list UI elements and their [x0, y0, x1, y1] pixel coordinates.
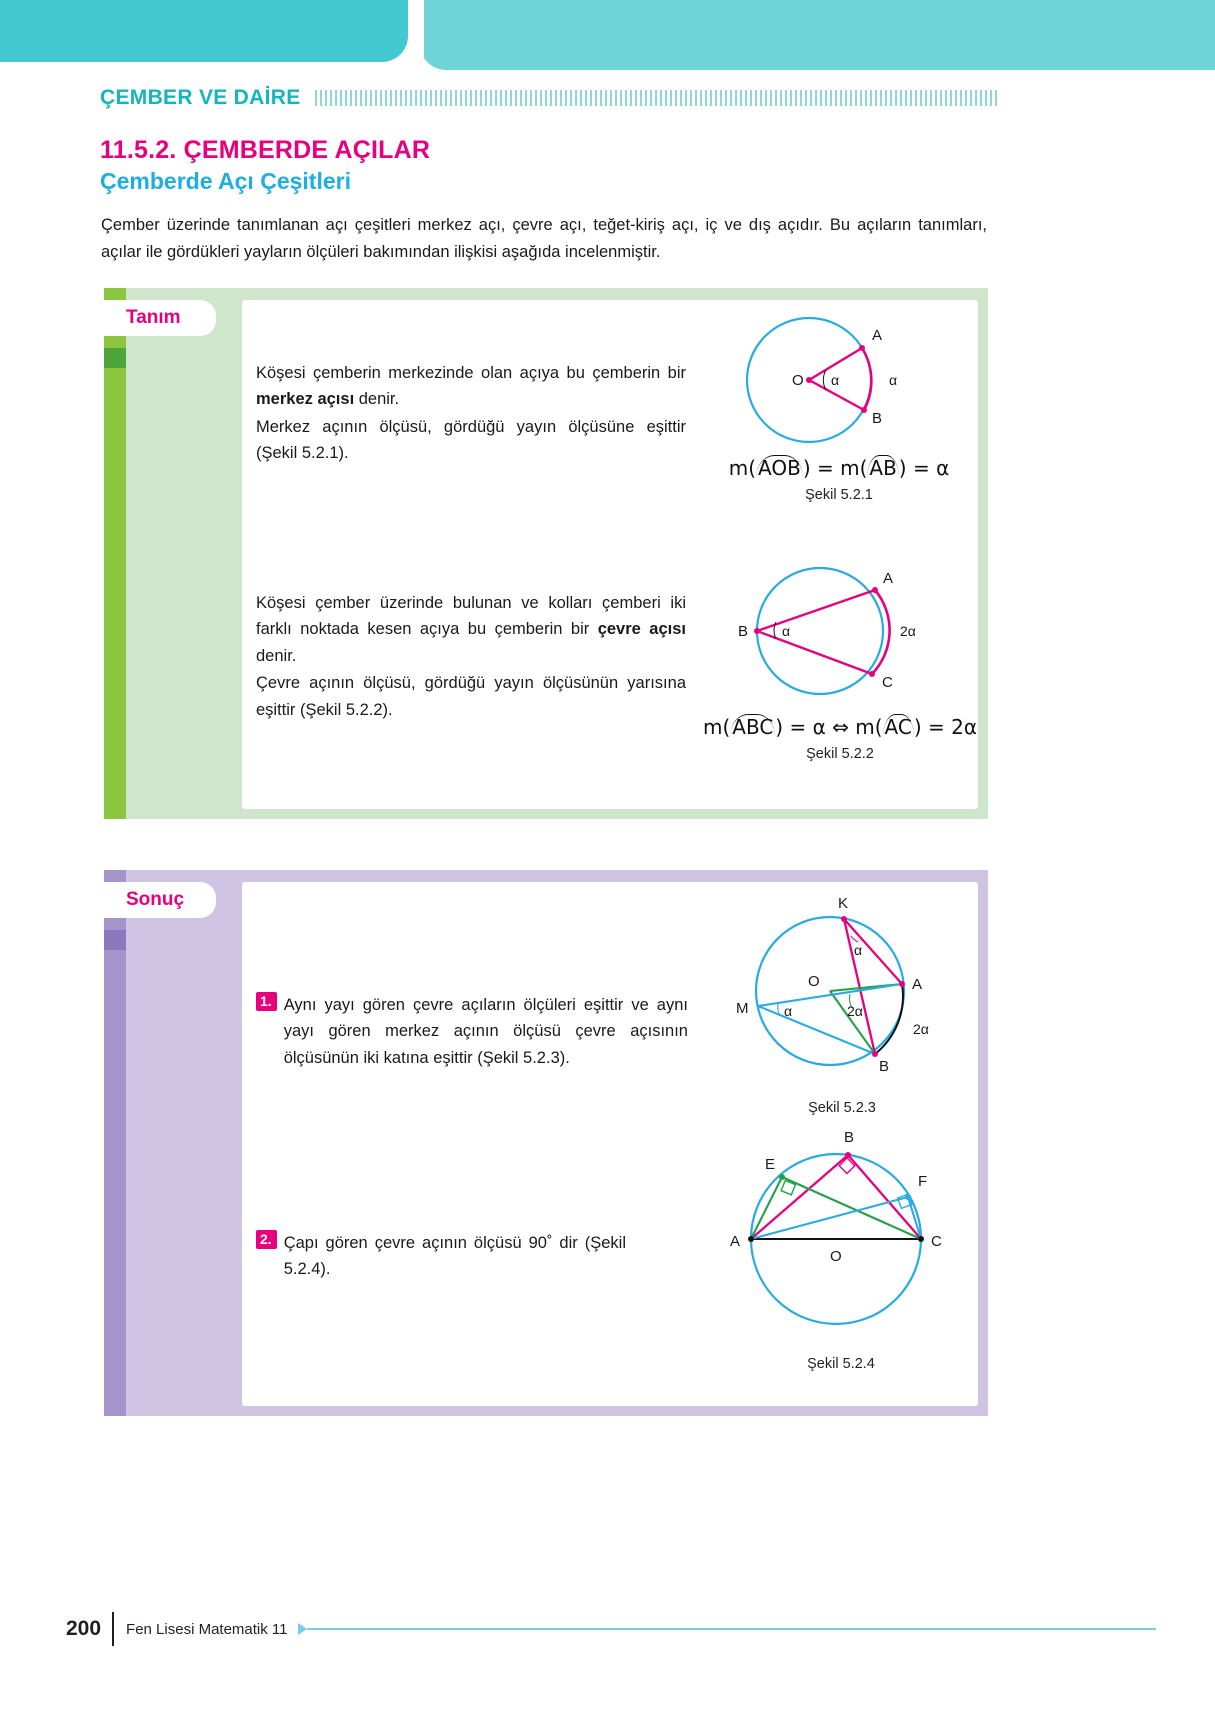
- definition-tab-label: Tanım: [126, 307, 181, 328]
- figure-5-2-1-label-O: O: [792, 372, 804, 389]
- result-panel-tab: [104, 882, 216, 918]
- figure-5-2-1-caption: Şekil 5.2.1: [805, 487, 873, 503]
- result-1-text: Aynı yayı gören çevre açıların ölçüleri eşittir ve aynı yayı gören merkez açının ölçüsü çevre açısının ölçüsünün iki katına eşittir (Şekil 5.2.3).: [283, 996, 688, 1067]
- figure-5-2-1-label-B: B: [872, 410, 883, 427]
- figure-5-2-3-label-O: O: [808, 973, 820, 990]
- definition-panel-tab: [104, 300, 216, 336]
- figure-5-2-2-circle: [757, 568, 883, 694]
- figure-5-2-1-angle-inner: α: [831, 372, 840, 388]
- definition-panel-notch: [104, 348, 126, 368]
- figure-5-2-3-angle-O: 2α: [847, 1003, 863, 1019]
- page-title: 11.5.2. ÇEMBERDE AÇILAR: [100, 136, 431, 164]
- intro-paragraph: Çember üzerinde tanımlanan açı çeşitleri merkez açı, çevre açı, teğet-kiriş açı, iç ve dış açıdır. Bu açıların tanımları, açılar ile gördükleri yayların ölçüleri bakımından ilişkisi aşağıda incelenmiştir.: [101, 216, 987, 261]
- figure-5-2-1-angle-outer: α: [889, 372, 898, 388]
- result-panel-spine: [104, 870, 126, 1416]
- page-number: 200: [66, 1617, 102, 1640]
- figure-5-2-3-label-B: B: [879, 1058, 890, 1075]
- top-left-corner-block: [0, 0, 408, 62]
- result-item-2: [256, 1230, 626, 1283]
- figure-5-2-4-label-C: C: [931, 1233, 942, 1250]
- figure-5-2-2-caption: Şekil 5.2.2: [806, 746, 874, 762]
- figure-5-2-1-formula: m( AOB ) = m( AB ) = α: [728, 456, 950, 480]
- figure-5-2-3-caption: Şekil 5.2.3: [808, 1100, 876, 1116]
- footer-rule: [307, 1628, 1156, 1630]
- figure-5-2-2-arc-label: 2α: [900, 623, 916, 639]
- figure-5-2-2-formula: m( ABC ) = α ⇔ m( AC ) = 2α: [702, 715, 977, 739]
- definition-2-line2: Çevre açının ölçüsü, gördüğü yayın ölçüsünün yarısına eşittir (Şekil 5.2.2).: [256, 674, 686, 719]
- figure-5-2-1-label-A: A: [872, 327, 883, 344]
- figure-5-2-3-angle-M: α: [784, 1003, 793, 1019]
- figure-5-2-2-label-A: A: [883, 570, 894, 587]
- figure-5-2-4-label-E: E: [765, 1156, 776, 1173]
- result-panel: [104, 870, 988, 1416]
- result-tab-label: Sonuç: [126, 889, 185, 910]
- figure-5-2-4-caption: Şekil 5.2.4: [807, 1356, 875, 1372]
- result-2-number: 2.: [256, 1230, 277, 1249]
- result-2-text: Çapı gören çevre açının ölçüsü 90˚ dir (Şekil 5.2.4).: [283, 1234, 626, 1279]
- definition-item-1-text: [256, 360, 686, 467]
- figure-5-2-2-angle-inner: α: [782, 623, 791, 639]
- section-subtitle: Çemberde Açı Çeşitleri: [100, 168, 351, 194]
- definition-1-before: Köşesi çemberin merkezinde olan açıya bu çemberin bir: [256, 364, 686, 382]
- figure-5-2-4-label-O: O: [830, 1248, 842, 1265]
- figure-5-2-2: [700, 556, 980, 762]
- result-1-number: 1.: [256, 992, 277, 1011]
- definition-2-bold: çevre açısı: [597, 620, 686, 639]
- figure-5-2-2-label-C: C: [882, 674, 893, 691]
- figure-5-2-4: [696, 1124, 986, 1372]
- definition-1-line2: Merkez açının ölçüsü, gördüğü yayın ölçüsüne eşittir (Şekil 5.2.1).: [256, 417, 686, 463]
- top-right-corner-band: [420, 0, 1215, 70]
- figure-5-2-3-label-K: K: [838, 895, 849, 912]
- figure-5-2-4-label-F: F: [918, 1173, 928, 1190]
- figure-5-2-3-label-A: A: [912, 976, 923, 993]
- definition-1-bold: merkez açısı: [256, 390, 355, 409]
- figure-5-2-3: [702, 886, 982, 1116]
- unit-title: ÇEMBER VE DAİRE: [100, 86, 301, 109]
- result-panel-notch: [104, 930, 126, 950]
- footer-arrow-icon: [298, 1623, 307, 1635]
- definition-2-before: Köşesi çember üzerinde bulunan ve kolları çemberi iki farklı noktada kesen açıya bu çemberin bir: [256, 594, 686, 639]
- figure-5-2-3-angle-K: α: [854, 942, 863, 958]
- figure-5-2-2-label-B: B: [738, 623, 749, 640]
- figure-5-2-3-arc-label: 2α: [913, 1021, 929, 1037]
- figure-5-2-4-label-B: B: [844, 1129, 855, 1146]
- corner-gap: [408, 0, 424, 62]
- figure-5-2-3-label-M: M: [736, 1000, 749, 1017]
- definition-panel: [104, 288, 988, 819]
- footer-book-title: Fen Lisesi Matematik 11: [126, 1620, 288, 1638]
- definition-item-2-text: [256, 590, 686, 723]
- page-footer: [66, 1612, 1156, 1646]
- header-dash-rule: [315, 90, 1000, 106]
- figure-5-2-4-label-A: A: [730, 1233, 741, 1250]
- definition-2-after: denir.: [256, 646, 297, 665]
- result-item-1: [256, 992, 688, 1071]
- unit-header: [100, 86, 1000, 110]
- figure-5-2-1: [704, 310, 974, 503]
- definition-1-after: denir.: [354, 390, 400, 409]
